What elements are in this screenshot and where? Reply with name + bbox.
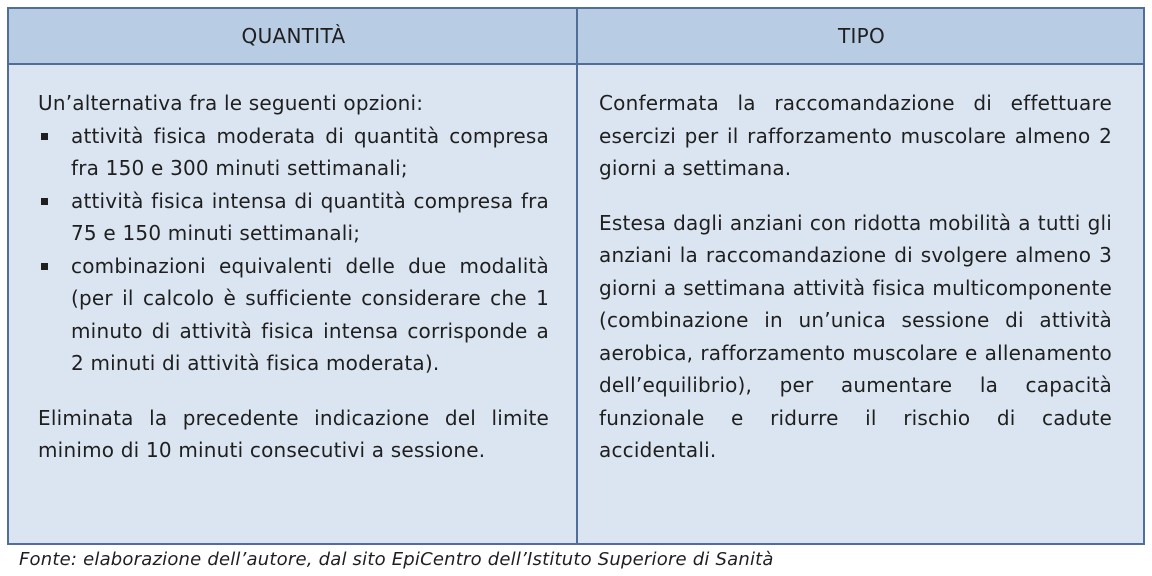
option-text: combinazioni equivalenti delle due modalità (per il calcolo è sufficiente considerare che 1 minuto di attività fisica intensa corrisponde a 2 minuti di attività fisica moderata).	[71, 253, 549, 375]
quantity-note: Eliminata la precedente indicazione del limite minimo di 10 minuti consecutivi a sessione.	[38, 405, 549, 462]
square-bullet-icon	[41, 198, 48, 205]
list-item	[38, 250, 549, 380]
option-text: attività fisica intensa di quantità compresa fra 75 e 150 minuti settimanali;	[71, 188, 549, 245]
square-bullet-icon	[41, 263, 48, 270]
quantity-cell	[9, 65, 576, 543]
header-type: TIPO	[837, 24, 886, 48]
type-paragraph-1: Confermata la raccomandazione di effettuare esercizi per il rafforzamento muscolare almeno 2 giorni a settimana.	[599, 91, 1112, 180]
source-caption: Fonte: elaborazione dell’autore, dal sito EpiCentro dell’Istituto Superiore di Sanità	[19, 549, 774, 570]
list-item	[38, 120, 549, 185]
type-cell	[578, 65, 1145, 543]
option-text: attività fisica moderata di quantità compresa fra 150 e 300 minuti settimanali;	[71, 123, 549, 180]
list-item	[38, 185, 549, 250]
header-quantity: QUANTITÀ	[241, 24, 346, 48]
recommendations-table	[7, 7, 1145, 545]
quantity-intro: Un’alternativa fra le seguenti opzioni:	[38, 91, 424, 115]
quantity-options-list	[38, 120, 549, 380]
square-bullet-icon	[41, 133, 48, 140]
type-paragraph-2: Estesa dagli anziani con ridotta mobilità a tutti gli anziani la raccomandazione di svolgere almeno 3 giorni a settimana attività fisica multicomponente (combinazione in un’unica sessione di attività aerobica, rafforzamento muscolare e allenamento dell’equilibrio), per aumentare la capacità funzionale e ridurre il rischio di cadute accidentali.	[599, 210, 1112, 462]
